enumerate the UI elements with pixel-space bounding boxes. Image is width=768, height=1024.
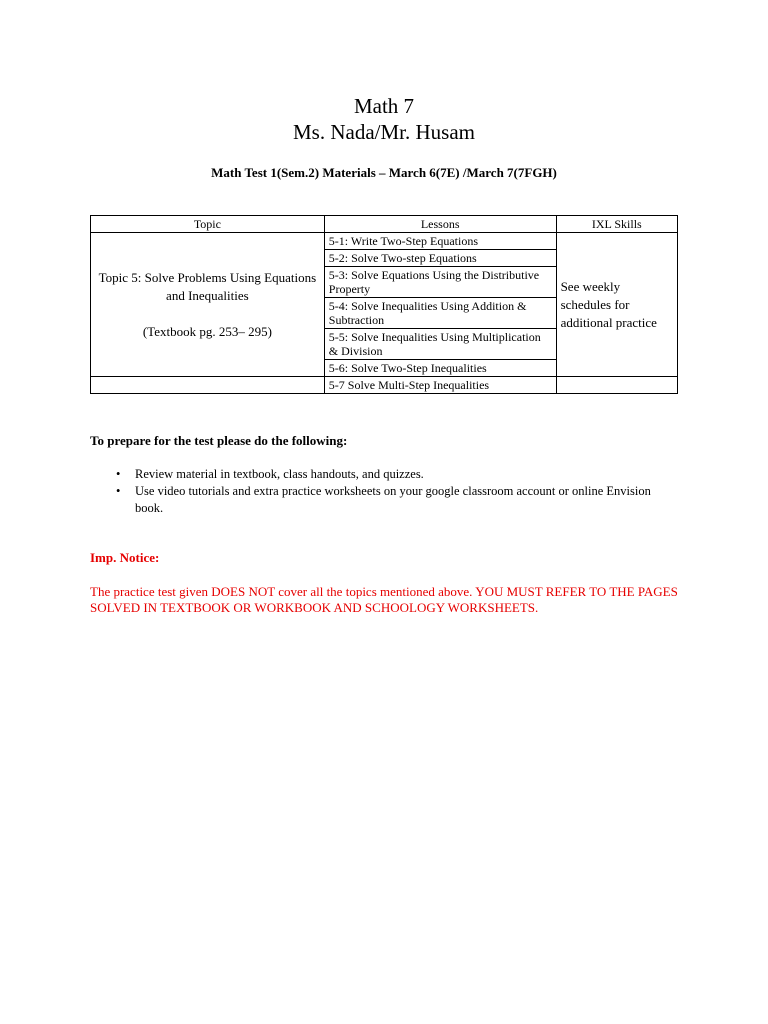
list-item-text: Use video tutorials and extra practice worksheets on your google classroom account or online Envision book. xyxy=(135,484,651,515)
instructions-heading: To prepare for the test please do the following: xyxy=(90,433,348,448)
lesson-cell: 5-4: Solve Inequalities Using Addition & Subtraction xyxy=(324,298,556,329)
lesson-cell: 5-2: Solve Two-step Equations xyxy=(324,250,556,267)
table-header-row xyxy=(91,216,678,233)
lesson-cell: 5-3: Solve Equations Using the Distributive Property xyxy=(324,267,556,298)
empty-topic-cell xyxy=(91,377,325,394)
bullet-icon: • xyxy=(116,467,121,481)
list-item-text: Review material in textbook, class handouts, and quizzes. xyxy=(135,467,424,481)
header-lessons: Lessons xyxy=(324,216,556,233)
list-item xyxy=(90,466,670,483)
bullet-icon: • xyxy=(116,484,121,498)
lesson-cell: 5-7 Solve Multi-Step Inequalities xyxy=(324,377,556,394)
header-topic: Topic xyxy=(91,216,325,233)
notice-title: Imp. Notice: xyxy=(90,550,160,565)
lesson-cell: 5-6: Solve Two-Step Inequalities xyxy=(324,360,556,377)
prep-list xyxy=(90,466,670,517)
table-row xyxy=(91,377,678,394)
topic-title: Topic 5: Solve Problems Using Equations and Inequalities xyxy=(98,269,317,303)
lesson-cell: 5-1: Write Two-Step Equations xyxy=(324,233,556,250)
topic-cell xyxy=(91,233,325,377)
lesson-cell: 5-5: Solve Inequalities Using Multiplication & Division xyxy=(324,329,556,360)
notice-text: The practice test given DOES NOT cover all the topics mentioned above. YOU MUST REFER TO THE PAGES SOLVED IN TEXTBOOK OR WORKBOOK AND SCHOOLOGY WORKSHEETS. xyxy=(90,584,678,615)
materials-table xyxy=(90,215,678,394)
document-header xyxy=(0,93,768,145)
topic-spacer xyxy=(95,305,320,323)
empty-ixl-cell xyxy=(556,377,677,394)
table-row xyxy=(91,233,678,250)
list-item xyxy=(90,483,670,517)
topic-pages: (Textbook pg. 253– 295) xyxy=(142,323,272,339)
header-ixl-skills: IXL Skills xyxy=(556,216,677,233)
teacher-names: Ms. Nada/Mr. Husam xyxy=(293,120,475,144)
course-title: Math 7 xyxy=(353,94,415,118)
ixl-skills-cell: See weekly schedules for additional practice xyxy=(556,233,677,377)
test-materials-subtitle: Math Test 1(Sem.2) Materials – March 6(7E) /March 7(7FGH) xyxy=(211,165,557,180)
